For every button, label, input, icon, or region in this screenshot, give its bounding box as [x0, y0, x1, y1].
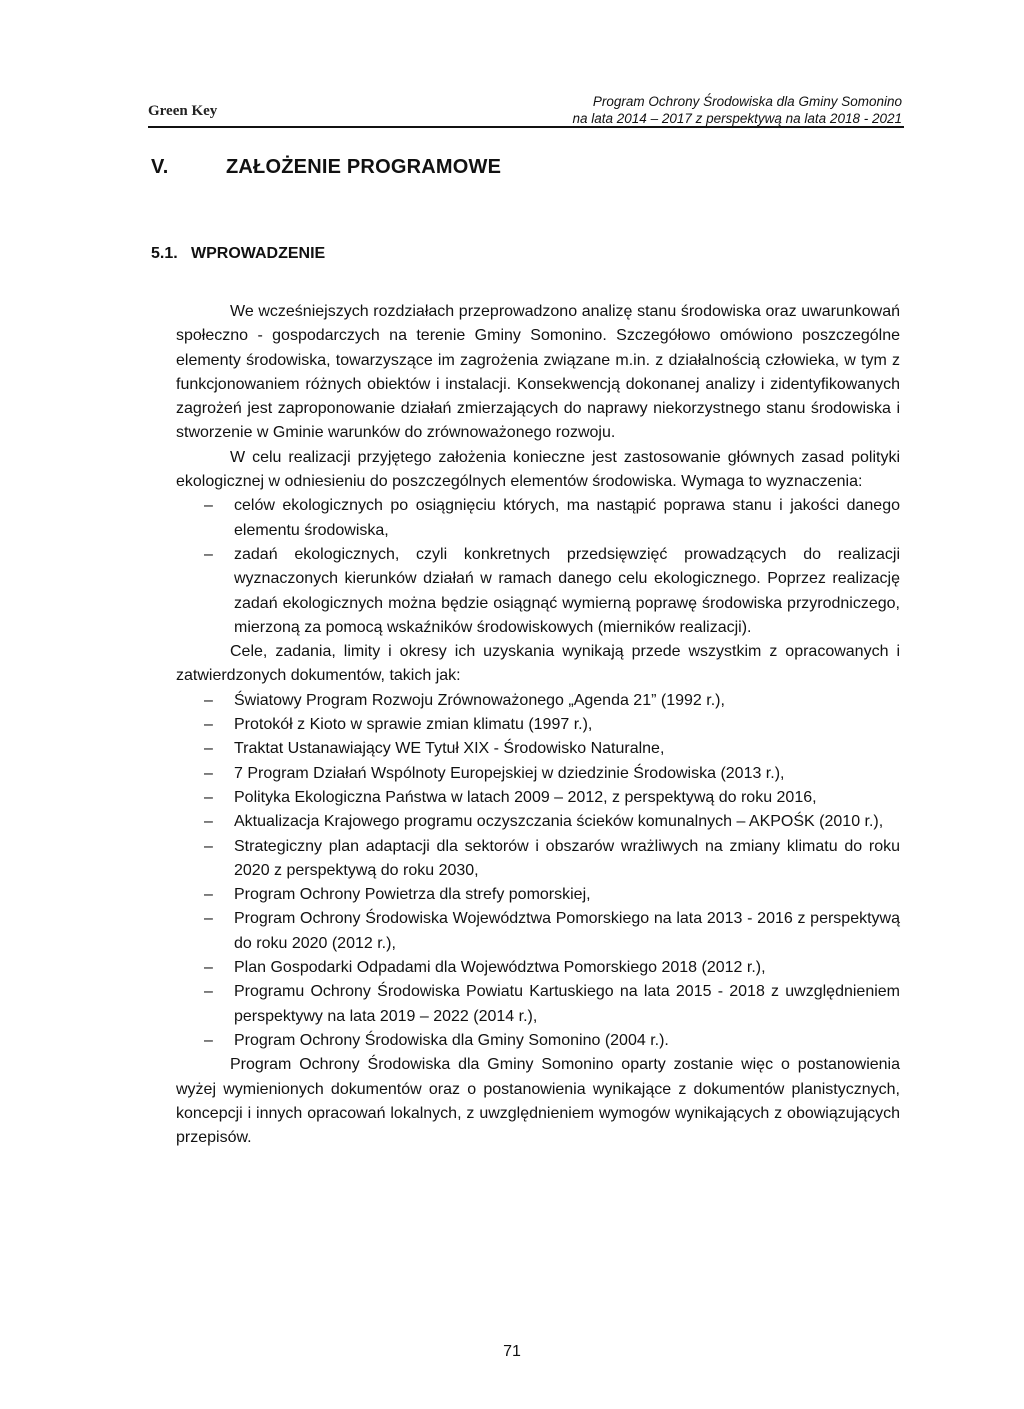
- dash-marker: –: [204, 716, 213, 734]
- dash-marker: –: [204, 1031, 213, 1049]
- subsection-heading: [151, 245, 325, 263]
- list-item: – Polityka Ekologiczna Państwa w latach 2009 – 2012, z perspektywą do roku 2016,: [176, 786, 900, 810]
- list-item: – zadań ekologicznych, czyli konkretnych przedsięwzięć prowadzących do realizacji wyznaczonych kierunków działań w ramach danego celu ekologicznego. Poprzez realizację zadań ekologicznych można będzie osiągnąć wymierną poprawę środowiska przyrodniczego, mierzoną za pomocą wskaźników środowiskowych (mierników realizacji).: [176, 543, 900, 640]
- page-number: 71: [503, 1343, 521, 1360]
- dash-marker: –: [204, 740, 213, 758]
- dash-marker: –: [204, 788, 213, 806]
- dash-marker: –: [204, 959, 213, 977]
- list-item: – Światowy Program Rozwoju Zrównoważonego „Agenda 21” (1992 r.),: [176, 689, 900, 713]
- dash-marker: –: [204, 910, 213, 928]
- header-title-line2: na lata 2014 – 2017 z perspektywą na lata 2018 - 2021: [572, 111, 902, 126]
- list-item: – Traktat Ustanawiający WE Tytuł XIX - Środowisko Naturalne,: [176, 737, 900, 761]
- dash-marker: –: [204, 813, 213, 831]
- section-number: V.: [151, 156, 169, 178]
- list-designations: [176, 494, 900, 640]
- dash-marker: –: [204, 837, 213, 855]
- list-item: – Plan Gospodarki Odpadami dla Województwa Pomorskiego 2018 (2012 r.),: [176, 956, 900, 980]
- list-item: – Strategiczny plan adaptacji dla sektorów i obszarów wrażliwych na zmiany klimatu do roku 2020 z perspektywą do roku 2030,: [176, 835, 900, 884]
- dash-marker: –: [204, 497, 213, 515]
- subsection-title: WPROWADZENIE: [191, 245, 326, 262]
- dash-marker: –: [204, 545, 213, 563]
- list-item: – Aktualizacja Krajowego programu oczyszczania ścieków komunalnych – AKPOŚK (2010 r.),: [176, 810, 900, 834]
- list-item: – Program Ochrony Środowiska Województwa Pomorskiego na lata 2013 - 2016 z perspektywą do roku 2020 (2012 r.),: [176, 907, 900, 956]
- header-title-line1: Program Ochrony Środowiska dla Gminy Somonino: [592, 94, 902, 109]
- header-company: Green Key: [148, 103, 218, 119]
- section-heading: [151, 156, 501, 179]
- dash-marker: –: [204, 983, 213, 1001]
- paragraph-sources: Cele, zadania, limity i okresy ich uzyskania wynikają przede wszystkim z opracowanych i zatwierdzonych dokumentów, takich jak:: [176, 643, 900, 685]
- list-item: – Program Ochrony Środowiska dla Gminy Somonino (2004 r.).: [176, 1029, 900, 1053]
- list-item: – celów ekologicznych po osiągnięciu których, ma nastąpić poprawa stanu i jakości danego elementu środowiska,: [176, 494, 900, 543]
- dash-marker: –: [204, 886, 213, 904]
- paragraph-goals: W celu realizacji przyjętego założenia konieczne jest zastosowanie głównych zasad polityki ekologicznej w odniesieniu do poszczególnych elementów środowiska. Wymaga to wyznaczenia:: [176, 448, 900, 491]
- list-item: – Protokół z Kioto w sprawie zmian klimatu (1997 r.),: [176, 713, 900, 737]
- subsection-number: 5.1.: [151, 245, 178, 262]
- body-content: [176, 300, 900, 1150]
- list-item: – Program Ochrony Powietrza dla strefy pomorskiej,: [176, 883, 900, 907]
- dash-marker: –: [204, 691, 213, 709]
- paragraph-intro: We wcześniejszych rozdziałach przeprowadzono analizę stanu środowiska oraz uwarunkowań społeczno - gospodarczych na terenie Gminy Somonino. Szczegółowo omówiono poszczególne elementy środowiska, towarzyszące im zagrożenia związane m.in. z działalnością człowieka, w tym z funkcjonowaniem różnych obiektów i instalacji. Konsekwencją dokonanej analizy i zidentyfikowanych zagrożeń jest zaproponowanie działań zmierzających do naprawy niekorzystnego stanu środowiska i stworzenie w Gminie warunków do zrównoważonego rozwoju.: [176, 303, 900, 442]
- list-item: – 7 Program Działań Wspólnoty Europejskiej w dziedzinie Środowiska (2013 r.),: [176, 762, 900, 786]
- header-document-title: [573, 93, 903, 127]
- section-title: ZAŁOŻENIE PROGRAMOWE: [226, 156, 502, 178]
- dash-marker: –: [204, 764, 213, 782]
- list-documents: [176, 689, 900, 1053]
- header-rule: [148, 126, 904, 128]
- paragraph-conclusion: Program Ochrony Środowiska dla Gminy Somonino oparty zostanie więc o postanowienia wyżej wymienionych dokumentów oraz o postanowienia wynikające z dokumentów planistycznych, koncepcji i innych opracowań lokalnych, z uwzględnieniem wymogów wynikających z obowiązujących przepisów.: [176, 1056, 900, 1147]
- list-item: – Programu Ochrony Środowiska Powiatu Kartuskiego na lata 2015 - 2018 z uwzględnieniem perspektywy na lata 2019 – 2022 (2014 r.),: [176, 980, 900, 1029]
